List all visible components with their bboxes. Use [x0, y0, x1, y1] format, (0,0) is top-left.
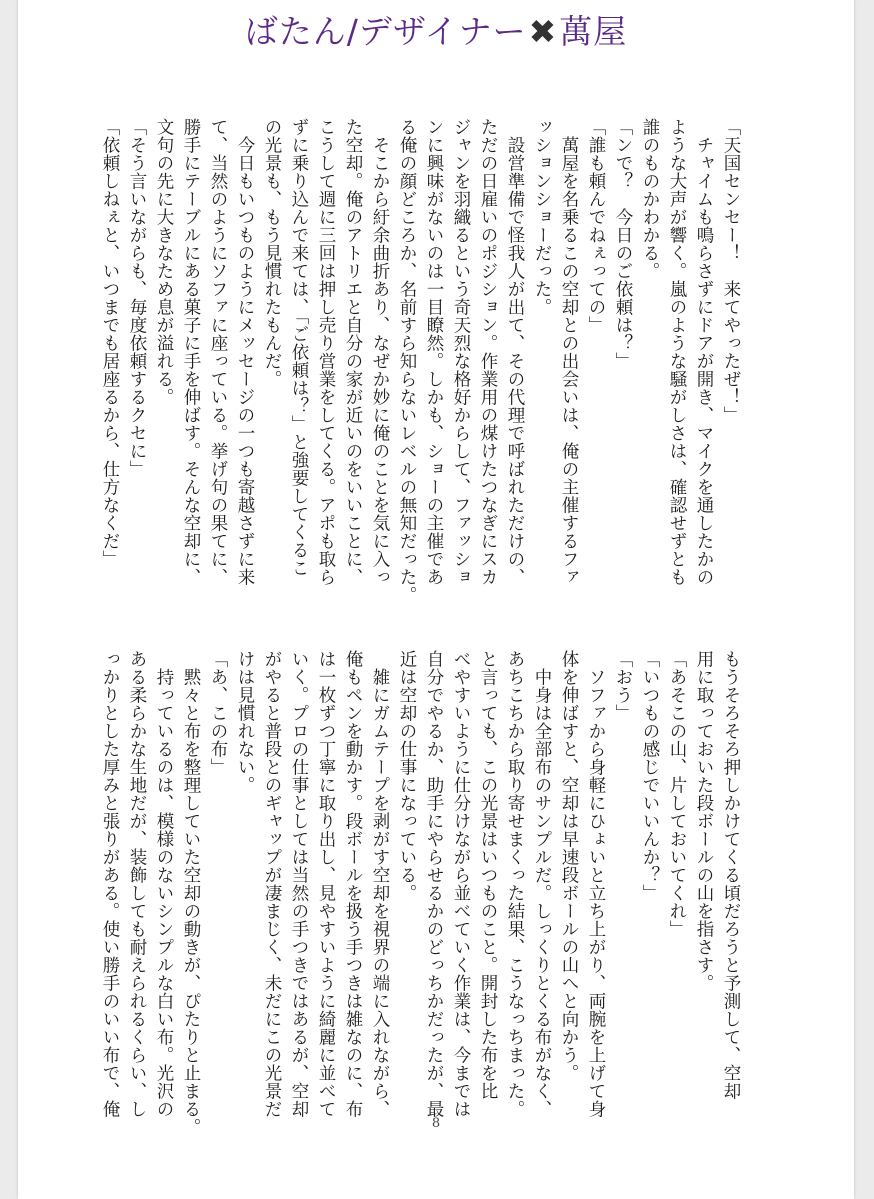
text-line: 「依頼しねぇと、いつまでも居座るから、仕方なくだ」	[100, 118, 120, 568]
text-line: は一枚ずつ丁寧に取り出し、見やすいように綺麗に並べて	[316, 650, 336, 1118]
text-line: ッションショーだった。	[532, 118, 552, 316]
text-line: 文句の先に大きなため息が溢れる。	[154, 118, 174, 406]
text-line: 近は空却の仕事になっている。	[397, 650, 417, 902]
text-line: 「天国センセー！ 来てやったぜ！」	[721, 118, 741, 424]
text-line: て、当然のようにソファに座っている。挙げ句の果てに、	[208, 118, 228, 586]
text-line: 雑にガムテープを剥がす空却を視界の端に入れながら、	[370, 650, 390, 1118]
text-line: がやると普段とのギャップが凄まじく、未だにこの光景だ	[262, 650, 282, 1118]
text-line: あちこちから取り寄せまくった結果、こうなっちまった。	[505, 650, 525, 1118]
text-line: 「誰も頼んでねぇっての」	[586, 118, 606, 334]
text-line: た空却。俺のアトリエと自分の家が近いのをいいことに、	[343, 118, 363, 586]
cross-icon: ✖	[528, 12, 558, 51]
text-line: 「あ、この布」	[208, 650, 228, 776]
text-line: 黙々と布を整理していた空却の動きが、ぴたりと止まる。	[181, 650, 201, 1136]
text-line: 中身は全部布のサンプルだ。しっくりとくる布がなく、	[532, 650, 552, 1118]
text-line: 持っているのは、模様のないシンプルな白い布。光沢の	[154, 650, 174, 1118]
text-line: そこから紆余曲折あり、なぜか妙に俺のことを気に入っ	[370, 118, 390, 586]
text-line: と言っても、この光景はいつものこと。開封した布を比	[478, 650, 498, 1100]
text-line: る俺の顔どころか、名前すら知らないレベルの無知だった。	[397, 118, 417, 604]
text-line: 「そう言いながらも、毎度依頼するクセに」	[127, 118, 147, 478]
text-line: もうそろそろ押しかけてくる頃だろうと予測して、空却	[721, 650, 741, 1100]
text-line: ある柔らかな生地だが、装飾しても耐えられるくらい、し	[127, 650, 147, 1118]
text-line: ジャンを羽織るという奇天烈な格好からして、ファッショ	[451, 118, 471, 586]
text-line: 萬屋を名乗るこの空却との出会いは、俺の主催するファ	[559, 118, 579, 586]
text-line: 今日もいつものようにメッセージの一つも寄越さずに来	[235, 118, 255, 586]
title-left: ばたん/デザイナー	[244, 12, 527, 51]
text-line: 体を伸ばすと、空却は早速段ボールの山へと向かう。	[559, 650, 579, 1082]
page-number: 8	[431, 1116, 441, 1131]
text-line: 俺もペンを動かす。段ボールを扱う手つきは雑なのに、布	[343, 650, 363, 1118]
text-line: 「いつもの感じでいいんか？」	[640, 650, 660, 902]
text-line: 勝手にテーブルにある菓子に手を伸ばす。そんな空却に、	[181, 118, 201, 586]
text-line: こうして週に三回は押し売り営業をしてくる。アポも取ら	[316, 118, 336, 586]
text-line: ような大声が響く。嵐のような騒がしさは、確認せずとも	[667, 118, 687, 586]
text-line: 自分でやるか、助手にやらせるかのどっちかだったが、最	[424, 650, 444, 1118]
page-title	[18, 8, 854, 56]
text-column-bottom	[100, 650, 744, 1136]
text-line: 「ンで？ 今日のご依頼は？」	[613, 118, 633, 370]
text-line: けは見慣れない。	[235, 650, 255, 794]
text-line: 誰のものかわかる。	[640, 118, 660, 280]
text-line: ンに興味がないのは一目瞭然。しかも、ショーの主催であ	[424, 118, 444, 586]
text-line: ただの日雇いのポジション。作業用の煤けたつなぎにスカ	[478, 118, 498, 586]
document-page	[18, 0, 854, 1199]
text-line: チャイムも鳴らさずにドアが開き、マイクを通したかの	[694, 118, 714, 586]
text-line: 「おう」	[613, 650, 633, 722]
text-line: ソファから身軽にひょいと立ち上がり、両腕を上げて身	[586, 650, 606, 1118]
text-line: ずに乗り込んで来ては、「ご依頼は？」と強要してくるこ	[289, 118, 309, 578]
text-line: べやすいように仕分けながら並べていく作業は、今までは	[451, 650, 471, 1118]
text-line: 設営準備で怪我人が出て、その代理で呼ばれただけの、	[505, 118, 525, 586]
text-line: っかりとした厚みと張りがある。使い勝手のいい布で、俺	[100, 650, 120, 1118]
text-line: の光景も、もう見慣れたもんだ。	[262, 118, 282, 388]
title-right: 萬屋	[559, 12, 628, 51]
text-line: 用に取っておいた段ボールの山を指さす。	[694, 650, 714, 992]
text-line: いく。プロの仕事としては当然の手つきではあるが、空却	[289, 650, 309, 1118]
text-line: 「あそこの山、片しておいてくれ」	[667, 650, 687, 938]
text-column-top	[100, 118, 744, 604]
